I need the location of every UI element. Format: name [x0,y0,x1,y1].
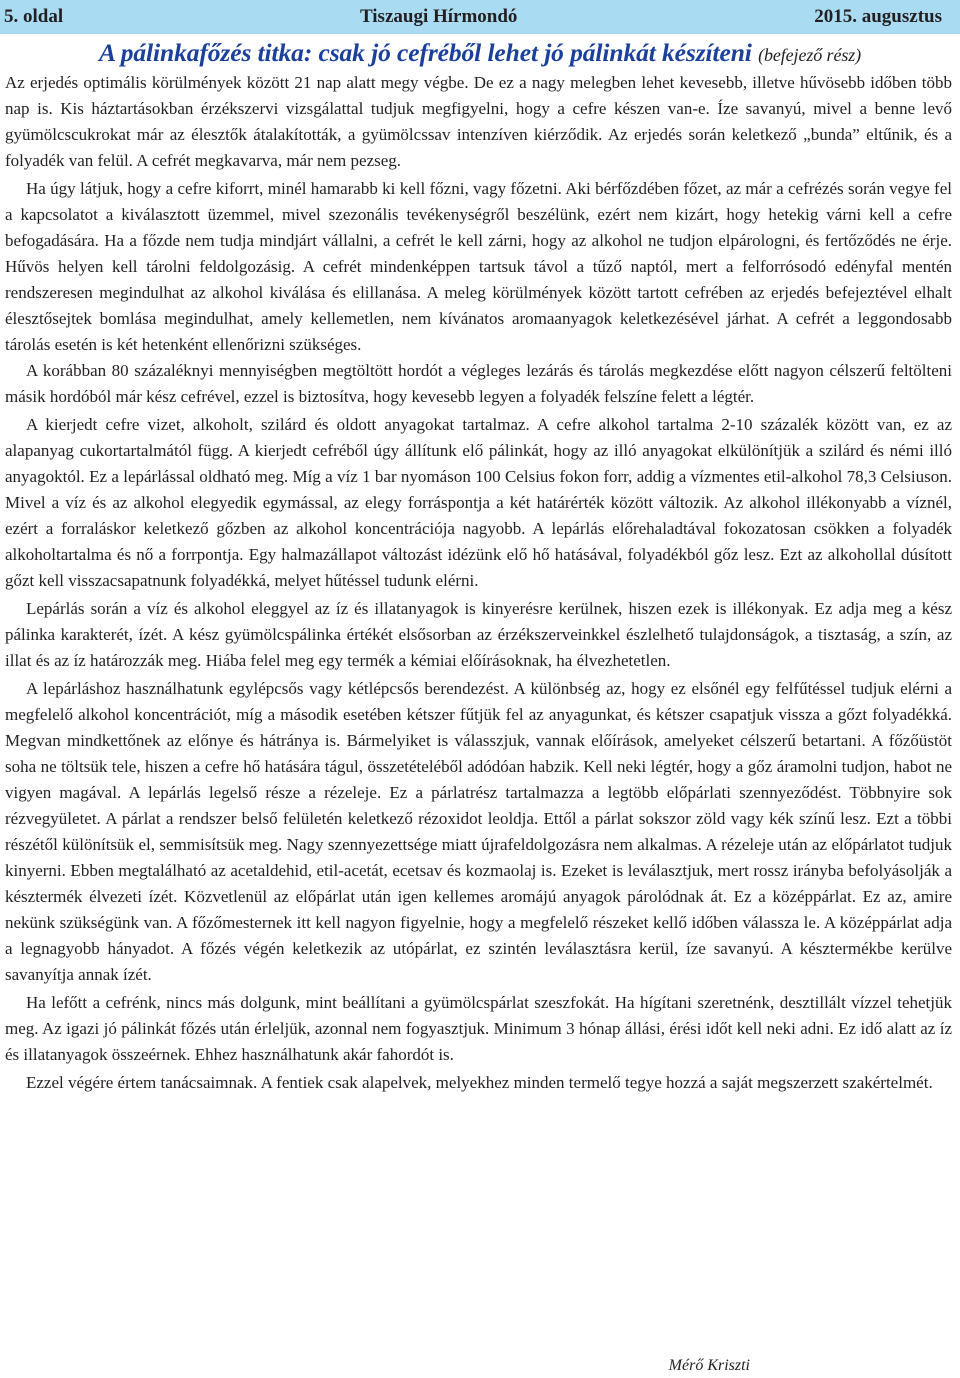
page-header [0,0,960,34]
issue-date: 2015. augusztus [814,6,942,27]
paragraph: Az erjedés optimális körülmények között 21 nap alatt megy végbe. De ez a nagy melegben lehet kevesebb, illetve hűvösebb időben több nap is. Kis háztartásokban érzékszervi vizsgálattal tudjuk megfigyelni, hogy a cefre készen van-e. Íze savanyú, mivel a benne levő gyümölcscukrokat már az élesztők átalakították, a gyümölcssav intenzíven kiérződik. Az erjedés során keletkező „bunda” eltűnik, és a folyadék van felül. A cefrét megkavarva, már nem pezseg. [5,73,952,170]
article-headline: A pálinkafőzés titka: csak jó cefréből lehet jó pálinkát készíteni [98,38,752,67]
paragraph: Ezzel végére értem tanácsaimnak. A fentiek csak alapelvek, melyekhez minden termelő tegye hozzá a saját megszerzett szakértelmét. [26,1073,933,1092]
paragraph: A kierjedt cefre vizet, alkoholt, szilárd és oldott anyagokat tartalmaz. A cefre alkohol tartalma 2-10 százalék között van, ez az alapanyag cukortartalmától függ. A kierjedt cefréből úgy állítunk elő pálinkát, hogy az illó anyagokat elkülönítjük a szilárd és némi illó anyagoktól. Ez a lepárlással oldható meg. Míg a víz 1 bar nyomáson 100 Celsius fokon forr, addig a vízmentes etil-alkohol 78,3 Celsiuson. Mivel a víz és az alkohol elegyedik egymással, az elegy forráspontja a két határérték között változik. Az alkohol illékonyabb a víznél, ezért a forraláskor keletkező gőzben az alkohol koncentrációja nagyobb. A lepárlás előrehaladtával fokozatosan csökken a folyadék alkoholtartalma és nő a forrpontja. Egy halmazállapot változást idézünk elő hő hatásával, folyadékból gőz lesz. Ezt az alkohollal dúsított gőzt kell visszacsapatnunk folyadékká, melyet hűtéssel tudunk elérni. [5,415,952,590]
article-body [5,70,952,1096]
paragraph: Lepárlás során a víz és alkohol eleggyel az íz és illatanyagok is kinyerésre kerülnek, hiszen ezek is illékonyak. Ez adja meg a kész pálinka karakterét, ízét. A kész gyümölcspálinka értékét elsősorban az érzékszerveinkkel észlelhető tulajdonságok, a tisztaság, a szín, az illat és az íz határozzák meg. Hiába felel meg egy termék a kémiai előírásoknak, ha élvezhetetlen. [5,599,952,670]
publication-name: Tiszaugi Hírmondó [359,6,518,27]
author-signature: Mérő Kriszti [668,1357,750,1374]
paragraph: A lepárláshoz használhatunk egylépcsős vagy kétlépcsős berendezést. A különbség az, hogy ez elsőnél egy felfűtéssel tudjuk elérni a megfelelő alkohol koncentrációt, míg a második esetében kétszer fűtjük fel az anyagunkat, és kétszer csapatjuk vissza a gőzt folyadékká. Megvan mindkettőnek az előnye és hátránya is. Bármelyiket is válasszjuk, vannak előírások, amelyeket célszerű betartani. A főzőüstöt soha ne töltsük tele, hiszen a cefre hő hatására tágul, összetételéből adódóan habzik. Kell neki légtér, hogy a gőz áramolni tudjon, habot ne vigyen magával. A lepárlás legelső része a rézeleje. Ez a párlatrész tartalmazza a legtöbb előpárlati szennyeződést. Többnyire sok rézvegyületet. A párlat a rendszer belső felületén keletkező rézoxidot leoldja. Ettől a párlat sokszor zöld vagy kék színű lesz. Ezt a többi részétől különítsük el, semmisítsük meg. Nagy szennyezettsége miatt újrafeldolgozásra nem alkalmas. A rézeleje után az előpárlatot tudjuk kinyerni. Ebben megtalálható az acetaldehid, etil-acetát, ecetsav és kozmaolaj is. Ezeket is leválasztjuk, mert rossz irányba befolyásolják a késztermék élvezeti ízét. Közvetlenül az előpárlat után igen kellemes aromájú anyagok párolódnak át. Ez a középpárlat. Ez az, amire nekünk szükségünk van. A főzőmesternek itt kell nagyon figyelnie, hogy a megfelelő részeket kellő időben válassza le. A középpárlat adja a legnagyobb hányadot. A főzés végén keletkezik az utópárlat, ez szintén leválasztásra kerül, íze savanyú. A késztermékbe kerülve savanyítja annak ízét. [5,679,952,984]
paragraph: Ha úgy látjuk, hogy a cefre kiforrt, minél hamarabb ki kell főzni, vagy főzetni. Aki bérfőzdében főzet, az már a cefrézés során vegye fel a kapcsolatot a kiválasztott üzemmel, mivel szezonális tevékenységről beszélünk, ezért nem kizárt, hogy hetekig várni kell a cefre befogadására. Ha a főzde nem tudja mindjárt vállalni, a cefrét le kell zárni, hogy az alkohol ne tudjon elpárologni, és fertőződés ne érje. Hűvös helyen kell tárolni feldolgozásig. A cefrét mindenképpen tartsuk távol a tűző naptól, mert a felforrósodó edényfal mentén rendszeresen megindulhat az alkohol kiválása és elillanása. A meleg körülmények között tartott cefrében az erjedés befejeztével elhalt élesztősejtek bomlása megindulhat, amely kellemetlen, nem kívánatos aromaanyagok keletkezésével járhat. A cefrét a leggondosabb tárolás esetén is két hetenként ellenőrizni szükséges. [5,179,952,354]
page-number: 5. oldal [4,6,64,27]
article-subtitle: (befejező rész) [758,45,862,65]
paragraph: Ha lefőtt a cefrénk, nincs más dolgunk, mint beállítani a gyümölcspárlat szeszfokát. Ha hígítani szeretnénk, desztillált vízzel tehetjük meg. Az igazi jó pálinkát főzés után érleljük, azonnal nem fogyasztjuk. Minimum 3 hónap állási, érési időt kell neki adni. Ez idő alatt az íz és illatanyagok összeérnek. Ehhez használhatunk akár fahordót is. [5,993,952,1064]
article-title [0,38,960,68]
paragraph: A korábban 80 százaléknyi mennyiségben megtöltött hordót a végleges lezárás és tárolás megkezdése előtt nagyon célszerű feltölteni másik hordóból már kész cefrével, ezzel is biztosítva, hogy kevesebb legyen a folyadék felszíne felett a légtér. [5,361,952,406]
